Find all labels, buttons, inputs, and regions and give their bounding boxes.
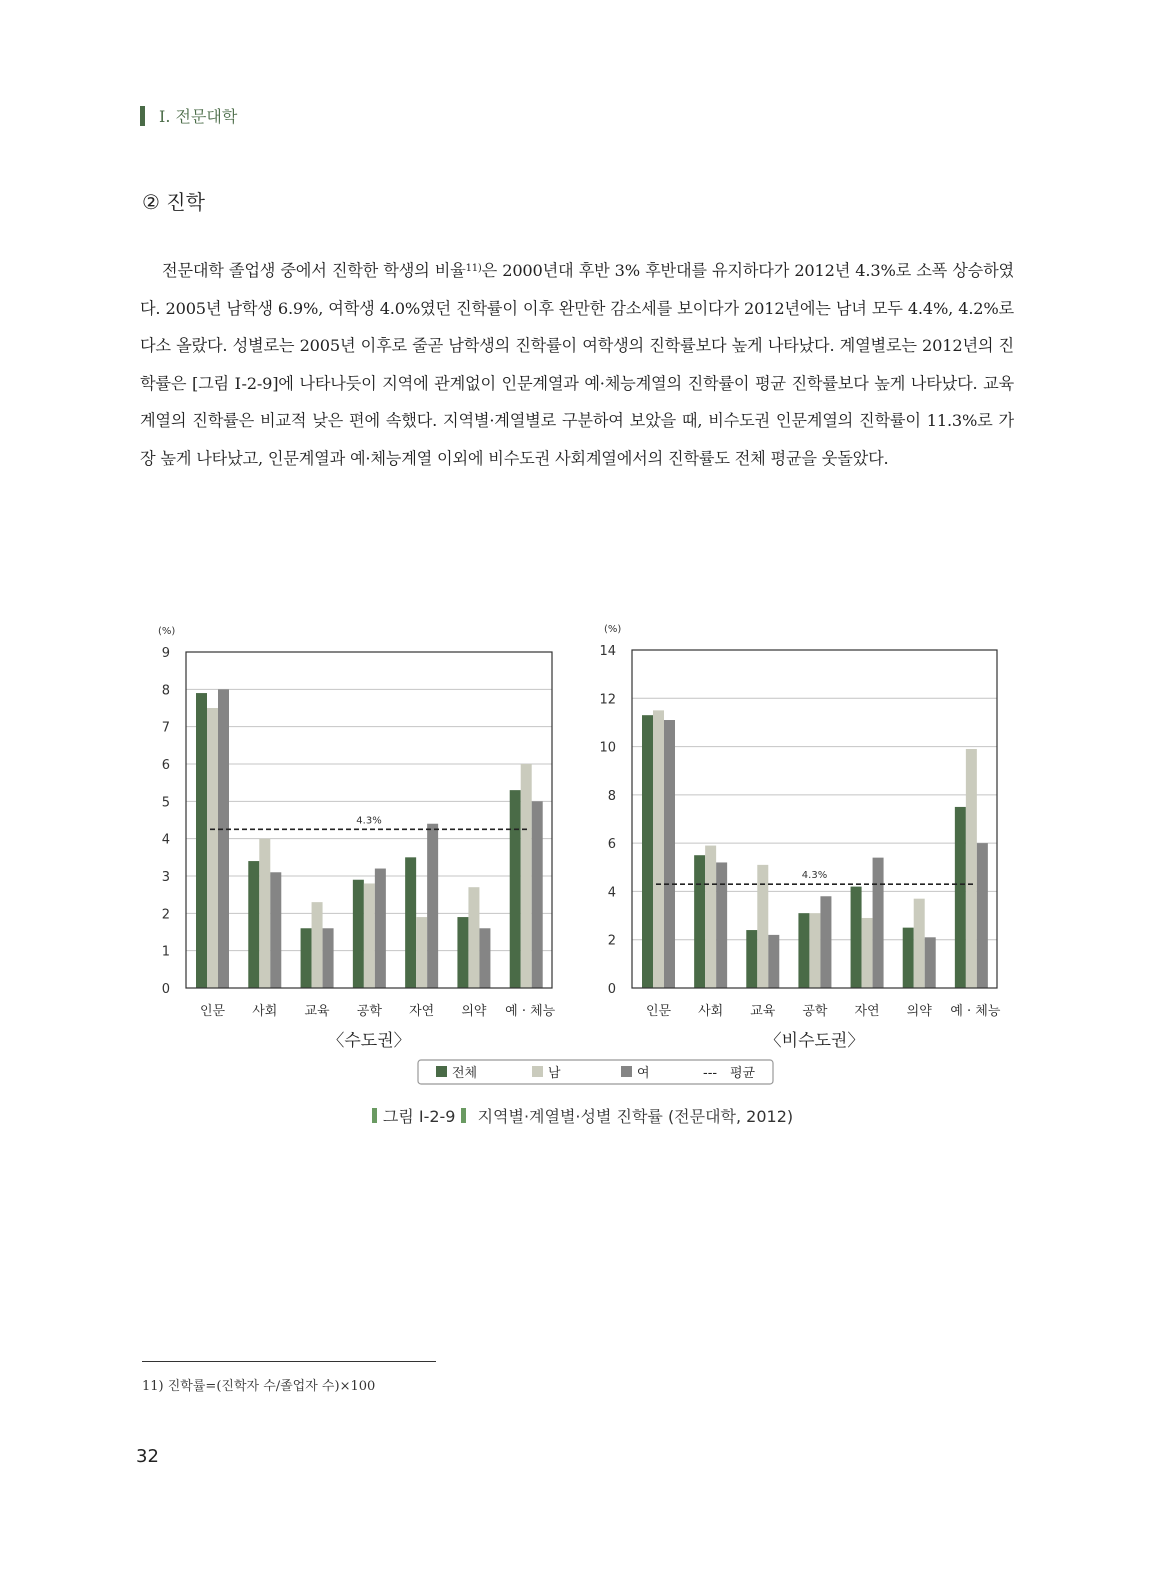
bar-male bbox=[705, 846, 716, 988]
bar-male bbox=[207, 708, 218, 988]
bar-female bbox=[664, 720, 675, 988]
x-category-label: 예 · 체능 bbox=[505, 1004, 556, 1019]
bar-female bbox=[479, 928, 490, 988]
x-category-label: 사회 bbox=[252, 1004, 278, 1019]
legend-swatch bbox=[436, 1066, 447, 1077]
y-tick-label: 8 bbox=[161, 683, 170, 699]
bar-total bbox=[903, 928, 914, 988]
x-category-label: 공학 bbox=[356, 1004, 382, 1019]
y-tick-label: 4 bbox=[161, 832, 170, 848]
bar-male bbox=[966, 749, 977, 988]
bar-total bbox=[405, 857, 416, 988]
bar-female bbox=[375, 869, 386, 988]
y-tick-label: 6 bbox=[161, 758, 170, 773]
bar-male bbox=[364, 883, 375, 988]
bar-male bbox=[521, 764, 532, 988]
bar-male bbox=[416, 917, 427, 988]
bar-total bbox=[301, 928, 312, 988]
y-tick-label: 9 bbox=[161, 646, 170, 661]
section-title: ② 진학 bbox=[142, 190, 205, 214]
footnote: 11) 진학률=(진학자 수/졸업자 수)×100 bbox=[142, 1379, 376, 1394]
bar-male bbox=[862, 918, 873, 988]
x-category-label: 자연 bbox=[409, 1004, 435, 1019]
x-category-label: 인문 bbox=[199, 1004, 226, 1019]
bar-female bbox=[820, 896, 831, 988]
y-tick-label: 3 bbox=[161, 870, 170, 885]
y-axis-unit: (%) bbox=[158, 626, 176, 637]
x-category-label: 교육 bbox=[304, 1004, 330, 1019]
y-tick-label: 5 bbox=[161, 795, 170, 811]
chart-capital bbox=[158, 626, 556, 1051]
bar-male bbox=[809, 913, 820, 988]
y-tick-label: 4 bbox=[607, 885, 616, 901]
x-category-label: 인문 bbox=[645, 1004, 672, 1019]
page-number: 32 bbox=[136, 1446, 159, 1467]
x-category-label: 자연 bbox=[854, 1004, 880, 1019]
y-tick-label: 7 bbox=[161, 720, 170, 736]
x-category-label: 사회 bbox=[698, 1004, 724, 1019]
x-category-label: 의약 bbox=[461, 1004, 487, 1019]
bar-male bbox=[653, 710, 664, 988]
average-label: 4.3% bbox=[356, 815, 382, 827]
y-tick-label: 0 bbox=[607, 982, 616, 997]
y-tick-label: 1 bbox=[161, 944, 170, 960]
bar-female bbox=[270, 872, 281, 988]
bar-female bbox=[532, 801, 543, 988]
figure-number: 그림 Ⅰ-2-9 bbox=[382, 1107, 456, 1126]
average-label: 4.3% bbox=[801, 870, 828, 882]
y-tick-label: 12 bbox=[599, 692, 616, 708]
bar-female bbox=[977, 843, 988, 988]
chart-legend bbox=[418, 1060, 773, 1084]
bar-male bbox=[757, 865, 768, 988]
bar-total bbox=[510, 790, 521, 988]
footnote-divider bbox=[142, 1361, 436, 1362]
x-category-label: 교육 bbox=[750, 1004, 776, 1019]
bar-female bbox=[716, 862, 727, 988]
body-text-part2: 은 2000년대 후반 3% 후반대를 유지하다가 2012년 4.3%로 소폭 상승하였다. 2005년 남학생 6.9%, 여학생 4.0%였던 진학률이 이후 완만한 감소세를 보이다가 2012년에는 남녀 모두 4.4%, 4.2%로 다소 올랐다. 성별로는 2005년 이후로 줄곧 남학생의 진학률이 여학생의 진학률보다 높게 나타났다. 계열별로는 2012년의 진학률은 [그림 Ⅰ-2-9]에 나타나듯이 지역에 관계없이 인문계열과 예·체능계열의 진학률이 평균 진학률보다 높게 나타났다. 교육계열의 진학률은 비교적 낮은 편에 속했다. 지역별·계열별로 구분하여 보았을 때, 비수도권 인문계열의 진학률이 11.3%로 가장 높게 나타났고, 인문계열과 예·체능계열 이외에 비수도권 사회계열에서의 진학률도 전체 평균을 웃돌았다. bbox=[140, 261, 1014, 468]
bar-total bbox=[248, 861, 259, 988]
bar-total bbox=[694, 855, 705, 988]
y-axis-unit: (%) bbox=[604, 624, 622, 635]
running-header bbox=[140, 104, 237, 127]
y-tick-label: 2 bbox=[161, 907, 170, 923]
bar-total bbox=[642, 715, 653, 988]
bar-total bbox=[851, 887, 862, 988]
bar-total bbox=[798, 913, 809, 988]
legend-label: 여 bbox=[637, 1066, 650, 1081]
figure-charts bbox=[0, 600, 1159, 1100]
chart-title: 〈비수도권〉 bbox=[764, 1031, 865, 1051]
legend-swatch bbox=[532, 1066, 543, 1077]
legend-label: 평균 bbox=[730, 1066, 756, 1081]
x-category-label: 의약 bbox=[906, 1004, 932, 1019]
figure-caption bbox=[0, 1104, 1159, 1127]
bar-male bbox=[312, 902, 323, 988]
y-tick-label: 0 bbox=[161, 982, 170, 997]
body-paragraph bbox=[140, 252, 1014, 478]
bar-total bbox=[353, 880, 364, 988]
bar-total bbox=[746, 930, 757, 988]
legend-swatch bbox=[621, 1066, 632, 1077]
bar-female bbox=[873, 858, 884, 988]
header-title: Ⅰ. 전문대학 bbox=[159, 107, 238, 126]
chart-noncapital bbox=[599, 624, 1000, 1051]
body-text-part1: 전문대학 졸업생 중에서 진학한 학생의 비율 bbox=[162, 261, 466, 280]
y-tick-label: 14 bbox=[599, 644, 616, 659]
legend-dash-glyph: --- bbox=[703, 1066, 718, 1081]
bar-male bbox=[914, 899, 925, 988]
bar-female bbox=[323, 928, 334, 988]
caption-marker-right bbox=[461, 1108, 466, 1123]
y-tick-label: 10 bbox=[599, 740, 616, 756]
figure-caption-text: 지역별·계열별·성별 진학률 (전문대학, 2012) bbox=[477, 1107, 794, 1126]
bar-total bbox=[196, 693, 207, 988]
x-category-label: 공학 bbox=[802, 1004, 828, 1019]
bar-female bbox=[925, 937, 936, 988]
bar-female bbox=[768, 935, 779, 988]
x-category-label: 예 · 체능 bbox=[950, 1004, 1001, 1019]
bar-total bbox=[955, 807, 966, 988]
y-tick-label: 8 bbox=[607, 788, 616, 804]
bar-female bbox=[427, 824, 438, 988]
legend-label: 남 bbox=[548, 1066, 561, 1081]
chart-title: 〈수도권〉 bbox=[327, 1031, 411, 1051]
y-tick-label: 2 bbox=[607, 933, 616, 949]
y-tick-label: 6 bbox=[607, 837, 616, 853]
bar-male bbox=[468, 887, 479, 988]
caption-marker-left bbox=[372, 1108, 377, 1123]
bar-male bbox=[259, 839, 270, 988]
bar-female bbox=[218, 689, 229, 988]
bar-total bbox=[457, 917, 468, 988]
legend-label: 전체 bbox=[452, 1066, 478, 1081]
header-bar bbox=[140, 106, 145, 126]
footnote-reference[interactable]: 11) bbox=[465, 263, 482, 274]
